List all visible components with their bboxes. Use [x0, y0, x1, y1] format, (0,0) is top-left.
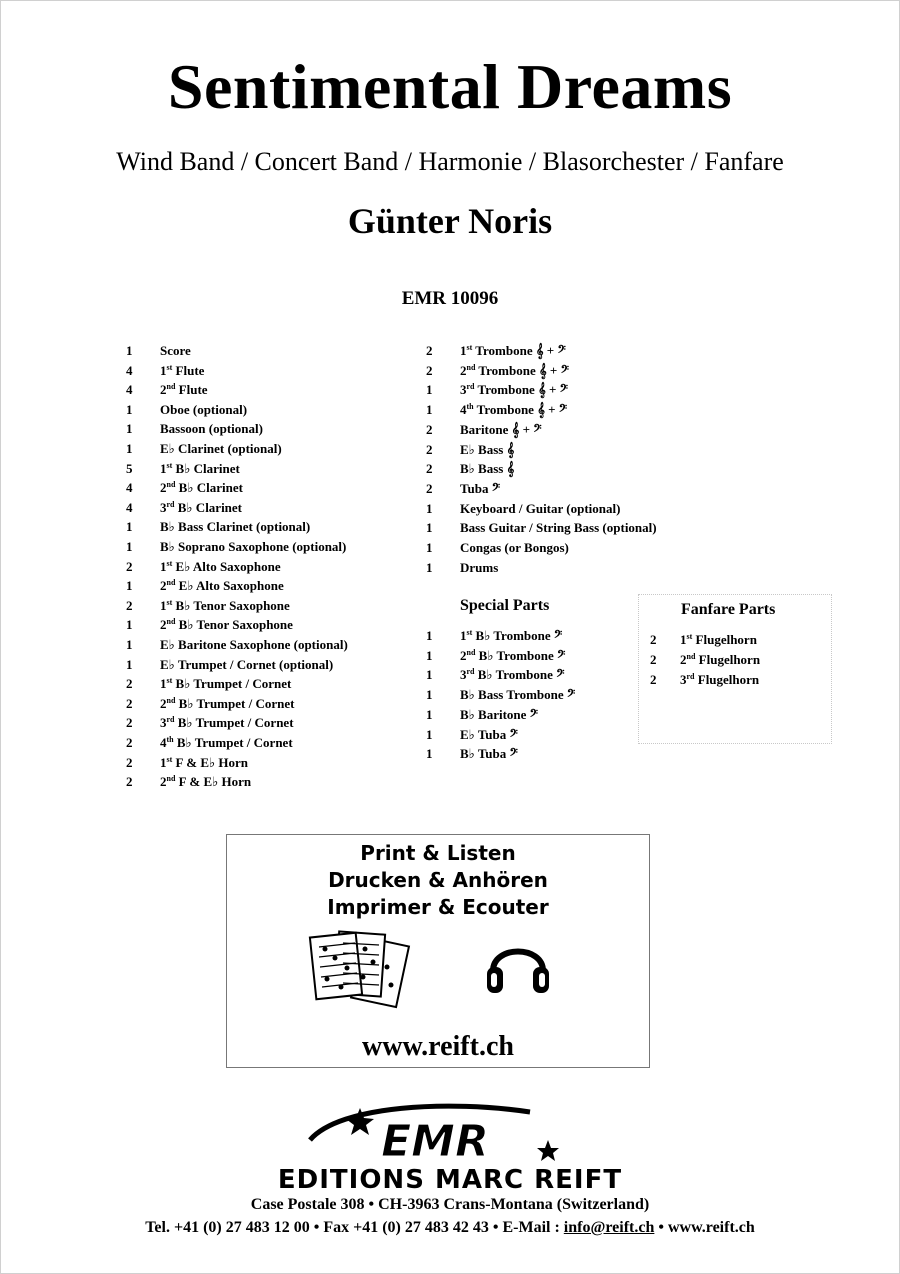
promo-line-german: Drucken & Anhören — [328, 868, 548, 892]
part-name — [460, 381, 568, 399]
part-row — [126, 342, 426, 360]
part-ordinal-suffix: rd — [166, 715, 175, 725]
part-row — [126, 577, 426, 595]
part-name — [160, 558, 281, 576]
part-quantity: 1 — [426, 628, 433, 643]
part-ordinal: 1 — [160, 754, 167, 770]
part-instrument: Bass Guitar / String Bass (optional) — [460, 520, 657, 536]
part-instrument: B♭ Tenor Saxophone — [175, 597, 290, 613]
part-ordinal: 3 — [460, 382, 467, 398]
part-name — [160, 381, 208, 399]
part-instrument: Flugelhorn — [695, 632, 757, 647]
part-row — [426, 706, 636, 724]
part-row — [126, 401, 426, 419]
part-quantity: 1 — [126, 539, 133, 554]
part-name — [460, 441, 514, 459]
part-row — [426, 745, 636, 763]
part-instrument: B♭ Clarinet — [175, 460, 240, 476]
part-quantity: 2 — [650, 652, 657, 667]
part-row — [426, 539, 726, 557]
part-name — [460, 519, 657, 537]
part-ordinal-suffix: st — [166, 558, 173, 568]
part-quantity: 2 — [126, 558, 133, 574]
part-name — [160, 420, 263, 438]
part-row — [426, 342, 726, 360]
part-ordinal: 3 — [160, 715, 167, 731]
part-instrument: E♭ Alto Saxophone — [178, 578, 284, 594]
part-ordinal-suffix: rd — [166, 499, 175, 509]
part-quantity: 2 — [426, 480, 433, 496]
part-quantity: 1 — [126, 401, 133, 417]
part-ordinal-suffix: nd — [166, 480, 176, 490]
part-row — [426, 627, 636, 645]
part-quantity: 4 — [126, 480, 133, 496]
part-name — [160, 538, 346, 556]
part-quantity: 1 — [426, 500, 433, 516]
part-row — [126, 636, 426, 654]
part-name — [160, 362, 204, 380]
part-row — [426, 441, 726, 459]
part-row — [126, 695, 426, 713]
part-ordinal-suffix: st — [166, 460, 173, 470]
part-ordinal: 4 — [160, 735, 167, 750]
sheet-music-icon — [305, 927, 425, 1017]
part-row — [126, 597, 426, 615]
part-quantity: 1 — [426, 540, 433, 555]
part-quantity: 4 — [126, 382, 133, 398]
part-row — [126, 558, 426, 576]
part-name — [680, 671, 759, 689]
part-quantity: 2 — [126, 774, 133, 790]
part-quantity: 2 — [126, 754, 133, 770]
part-quantity: 2 — [650, 672, 657, 687]
headphones-icon — [483, 931, 553, 1001]
part-row — [426, 647, 636, 665]
part-quantity: 1 — [426, 402, 433, 418]
part-quantity: 2 — [426, 343, 433, 358]
part-row — [126, 420, 426, 438]
part-instrument: Trombone 𝄞 + 𝄢 — [477, 382, 569, 398]
part-ordinal-suffix: st — [166, 362, 173, 372]
part-instrument: B♭ Trumpet / Cornet — [176, 735, 293, 750]
part-instrument: B♭ Trombone 𝄢 — [477, 667, 565, 683]
part-ordinal: 1 — [680, 632, 687, 647]
part-row — [126, 440, 426, 458]
part-name — [460, 706, 538, 724]
part-row — [126, 460, 426, 478]
part-quantity: 1 — [126, 617, 133, 633]
part-row — [426, 480, 726, 498]
part-ordinal-suffix: st — [466, 343, 473, 352]
part-quantity: 2 — [650, 632, 657, 647]
part-instrument: Flute — [175, 362, 205, 378]
part-instrument: Trombone 𝄞 + 𝄢 — [476, 402, 568, 418]
part-quantity: 2 — [126, 695, 133, 711]
part-quantity: 1 — [126, 441, 133, 456]
part-quantity: 1 — [426, 559, 433, 575]
part-row — [126, 675, 426, 693]
part-name — [460, 686, 575, 704]
part-instrument: B♭ Soprano Saxophone (optional) — [160, 539, 347, 554]
part-ordinal: 2 — [160, 774, 167, 790]
part-quantity: 1 — [126, 421, 133, 437]
part-name — [460, 500, 620, 518]
part-ordinal-suffix: nd — [166, 774, 176, 784]
part-instrument: Trombone 𝄞 + 𝄢 — [475, 343, 566, 358]
part-row — [650, 671, 820, 689]
part-ordinal-suffix: nd — [166, 382, 176, 392]
parts-list-brass — [426, 342, 726, 582]
part-name — [460, 559, 498, 577]
part-row — [126, 754, 426, 772]
page-title: Sentimental Dreams — [167, 51, 733, 122]
part-instrument: B♭ Trumpet / Cornet — [178, 695, 295, 711]
part-quantity: 1 — [426, 726, 433, 742]
part-instrument: Bassoon (optional) — [160, 421, 263, 437]
part-row — [650, 631, 820, 649]
part-ordinal: 1 — [160, 597, 167, 613]
part-ordinal: 2 — [160, 695, 167, 711]
part-name — [160, 754, 248, 772]
part-name — [160, 401, 247, 419]
part-name — [160, 342, 191, 360]
email-link[interactable]: info@reift.ch — [563, 1219, 655, 1236]
part-row — [126, 773, 426, 791]
part-name — [460, 421, 542, 439]
part-name — [160, 499, 242, 517]
part-row — [426, 559, 726, 577]
part-ordinal-suffix: st — [166, 676, 173, 686]
part-ordinal-suffix: nd — [166, 578, 176, 588]
part-instrument: Drums — [460, 559, 499, 575]
publisher-name: EDITIONS MARC REIFT — [277, 1165, 623, 1195]
part-quantity: 1 — [126, 578, 133, 594]
part-name — [160, 577, 284, 595]
part-row — [426, 381, 726, 399]
part-instrument: B♭ Trumpet / Cornet — [177, 715, 294, 731]
part-quantity: 4 — [126, 362, 133, 378]
fanfare-parts-list — [650, 631, 820, 701]
part-row — [126, 616, 426, 634]
part-row — [426, 726, 636, 744]
part-name — [160, 518, 310, 536]
part-instrument: Oboe (optional) — [160, 401, 248, 417]
part-quantity: 2 — [426, 421, 433, 437]
part-quantity: 1 — [426, 667, 433, 683]
part-name — [460, 745, 518, 763]
part-row — [126, 734, 426, 752]
part-ordinal: 2 — [680, 652, 687, 667]
part-instrument: B♭ Clarinet — [178, 480, 243, 496]
part-ordinal-suffix: rd — [466, 382, 475, 392]
emr-logo — [300, 1100, 570, 1170]
part-instrument: B♭ Bass Trombone 𝄢 — [460, 687, 576, 703]
part-ordinal: 1 — [160, 558, 167, 574]
part-instrument: Flugelhorn — [698, 652, 761, 667]
part-row — [426, 362, 726, 380]
part-quantity: 4 — [126, 499, 133, 515]
part-ordinal: 2 — [160, 578, 167, 594]
special-parts-list — [426, 627, 636, 767]
part-quantity: 2 — [426, 362, 433, 378]
part-instrument: F & E♭ Horn — [175, 754, 248, 770]
part-row — [426, 519, 726, 537]
part-quantity: 2 — [126, 597, 133, 613]
part-ordinal-suffix: nd — [466, 362, 476, 372]
part-name — [460, 362, 569, 380]
part-quantity: 2 — [126, 715, 133, 731]
part-instrument: B♭ Trumpet / Cornet — [175, 676, 292, 692]
part-name — [160, 656, 333, 674]
ensemble-subtitle: Wind Band / Concert Band / Harmonie / Blasorchester / Fanfare — [116, 147, 784, 176]
part-quantity: 2 — [426, 461, 433, 477]
part-row — [126, 656, 426, 674]
part-instrument: B♭ Tuba 𝄢 — [460, 746, 518, 762]
part-ordinal-suffix: rd — [686, 672, 695, 681]
part-instrument: Tuba 𝄢 — [460, 480, 501, 496]
part-name — [460, 539, 569, 557]
parts-list-main — [126, 342, 426, 802]
part-name — [460, 666, 564, 684]
part-name — [680, 651, 760, 669]
composer-name: Günter Noris — [347, 201, 553, 241]
part-instrument: Flugelhorn — [697, 672, 760, 687]
part-instrument: Congas (or Bongos) — [460, 540, 569, 555]
part-ordinal: 4 — [460, 402, 467, 418]
part-ordinal-suffix: th — [466, 402, 474, 412]
part-name — [460, 401, 567, 419]
promo-line-english: Print & Listen — [360, 841, 516, 865]
part-ordinal: 1 — [160, 676, 167, 692]
part-ordinal-suffix: st — [166, 754, 173, 764]
promo-line-french: Imprimer & Ecouter — [327, 895, 549, 919]
part-ordinal: 2 — [460, 647, 467, 663]
part-name — [460, 460, 514, 478]
part-quantity: 1 — [426, 382, 433, 398]
part-ordinal-suffix: rd — [466, 667, 475, 677]
part-row — [426, 666, 636, 684]
part-name — [160, 440, 282, 458]
part-ordinal-suffix: st — [466, 628, 473, 637]
part-ordinal: 2 — [160, 617, 167, 633]
part-ordinal: 3 — [680, 672, 687, 687]
fanfare-parts-heading: Fanfare Parts — [681, 601, 776, 618]
part-ordinal-suffix: nd — [166, 617, 176, 627]
part-ordinal: 2 — [160, 480, 167, 496]
publisher-contacts — [0, 1219, 900, 1237]
part-instrument: Keyboard / Guitar (optional) — [460, 500, 621, 516]
part-row — [126, 714, 426, 732]
part-quantity: 2 — [426, 441, 433, 457]
part-quantity: 1 — [426, 647, 433, 663]
part-instrument: E♭ Clarinet (optional) — [160, 441, 282, 456]
part-ordinal: 1 — [460, 628, 467, 643]
part-name — [160, 734, 293, 752]
part-instrument: B♭ Trombone 𝄢 — [475, 628, 563, 643]
part-instrument: Score — [160, 343, 191, 358]
part-instrument: B♭ Bass 𝄞 — [460, 461, 515, 477]
part-quantity: 1 — [126, 637, 133, 652]
part-ordinal: 1 — [160, 460, 167, 476]
part-name — [160, 460, 240, 478]
part-name — [160, 675, 291, 693]
part-ordinal: 1 — [160, 362, 167, 378]
part-row — [126, 538, 426, 556]
part-quantity: 1 — [426, 706, 433, 722]
part-quantity: 1 — [126, 343, 133, 358]
part-ordinal: 2 — [160, 382, 167, 398]
part-name — [160, 479, 243, 497]
part-quantity: 5 — [126, 460, 133, 476]
part-row — [650, 651, 820, 669]
part-row — [426, 686, 636, 704]
part-instrument: B♭ Tenor Saxophone — [178, 617, 293, 633]
part-instrument: B♭ Trombone 𝄢 — [478, 647, 566, 663]
part-name — [460, 627, 562, 645]
part-ordinal: 3 — [160, 499, 167, 515]
contact-website: • www.reift.ch — [654, 1219, 755, 1236]
part-name — [160, 695, 294, 713]
part-row — [426, 500, 726, 518]
part-instrument: E♭ Alto Saxophone — [175, 558, 281, 574]
part-instrument: B♭ Bass Clarinet (optional) — [160, 519, 311, 535]
part-instrument: Baritone 𝄞 + 𝄢 — [460, 421, 542, 437]
part-name — [460, 647, 565, 665]
part-name — [160, 597, 290, 615]
part-row — [426, 421, 726, 439]
svg-text:EMR: EMR — [381, 1116, 489, 1167]
part-instrument: E♭ Baritone Saxophone (optional) — [160, 637, 348, 652]
part-quantity: 1 — [426, 520, 433, 536]
part-name — [160, 636, 348, 654]
part-instrument: Flute — [178, 382, 208, 398]
part-instrument: E♭ Tuba 𝄢 — [460, 726, 518, 742]
part-ordinal-suffix: nd — [166, 695, 176, 705]
part-row — [126, 499, 426, 517]
part-instrument: E♭ Bass 𝄞 — [460, 441, 515, 457]
special-parts-heading: Special Parts — [460, 597, 550, 614]
print-listen-panel — [226, 834, 650, 1068]
part-ordinal-suffix: st — [166, 597, 173, 607]
contact-phone-fax: Tel. +41 (0) 27 483 12 00 • Fax +41 (0) 27 483 42 43 • E-Mail : — [145, 1219, 564, 1236]
part-quantity: 1 — [426, 746, 433, 762]
part-row — [126, 479, 426, 497]
part-ordinal: 2 — [460, 362, 467, 378]
part-row — [426, 460, 726, 478]
part-ordinal-suffix: nd — [466, 647, 476, 657]
part-quantity: 2 — [126, 676, 133, 692]
part-row — [126, 381, 426, 399]
part-name — [160, 714, 294, 732]
catalog-code: EMR 10096 — [401, 288, 499, 309]
part-ordinal-suffix: st — [686, 632, 693, 641]
part-name — [160, 616, 293, 634]
part-ordinal: 1 — [460, 343, 467, 358]
part-ordinal-suffix: nd — [686, 652, 696, 661]
part-name — [680, 631, 757, 649]
part-instrument: B♭ Baritone 𝄢 — [460, 706, 539, 722]
promo-website[interactable]: www.reift.ch — [362, 1031, 514, 1062]
part-ordinal-suffix: th — [166, 735, 174, 744]
part-name — [460, 726, 518, 744]
part-quantity: 2 — [126, 735, 133, 750]
part-instrument: Trombone 𝄞 + 𝄢 — [478, 362, 569, 378]
part-quantity: 1 — [126, 519, 133, 535]
publisher-address: Case Postale 308 • CH-3963 Crans-Montana (Switzerland) — [250, 1196, 650, 1213]
part-instrument: E♭ Trumpet / Cornet (optional) — [160, 656, 334, 672]
part-name — [460, 480, 500, 498]
part-name — [160, 773, 251, 791]
part-name — [460, 342, 566, 360]
part-instrument: B♭ Clarinet — [177, 499, 243, 515]
part-instrument: F & E♭ Horn — [178, 774, 252, 790]
part-row — [126, 362, 426, 380]
part-row — [126, 518, 426, 536]
part-quantity: 1 — [426, 687, 433, 703]
part-ordinal: 3 — [460, 667, 467, 683]
part-row — [426, 401, 726, 419]
part-quantity: 1 — [126, 656, 133, 672]
